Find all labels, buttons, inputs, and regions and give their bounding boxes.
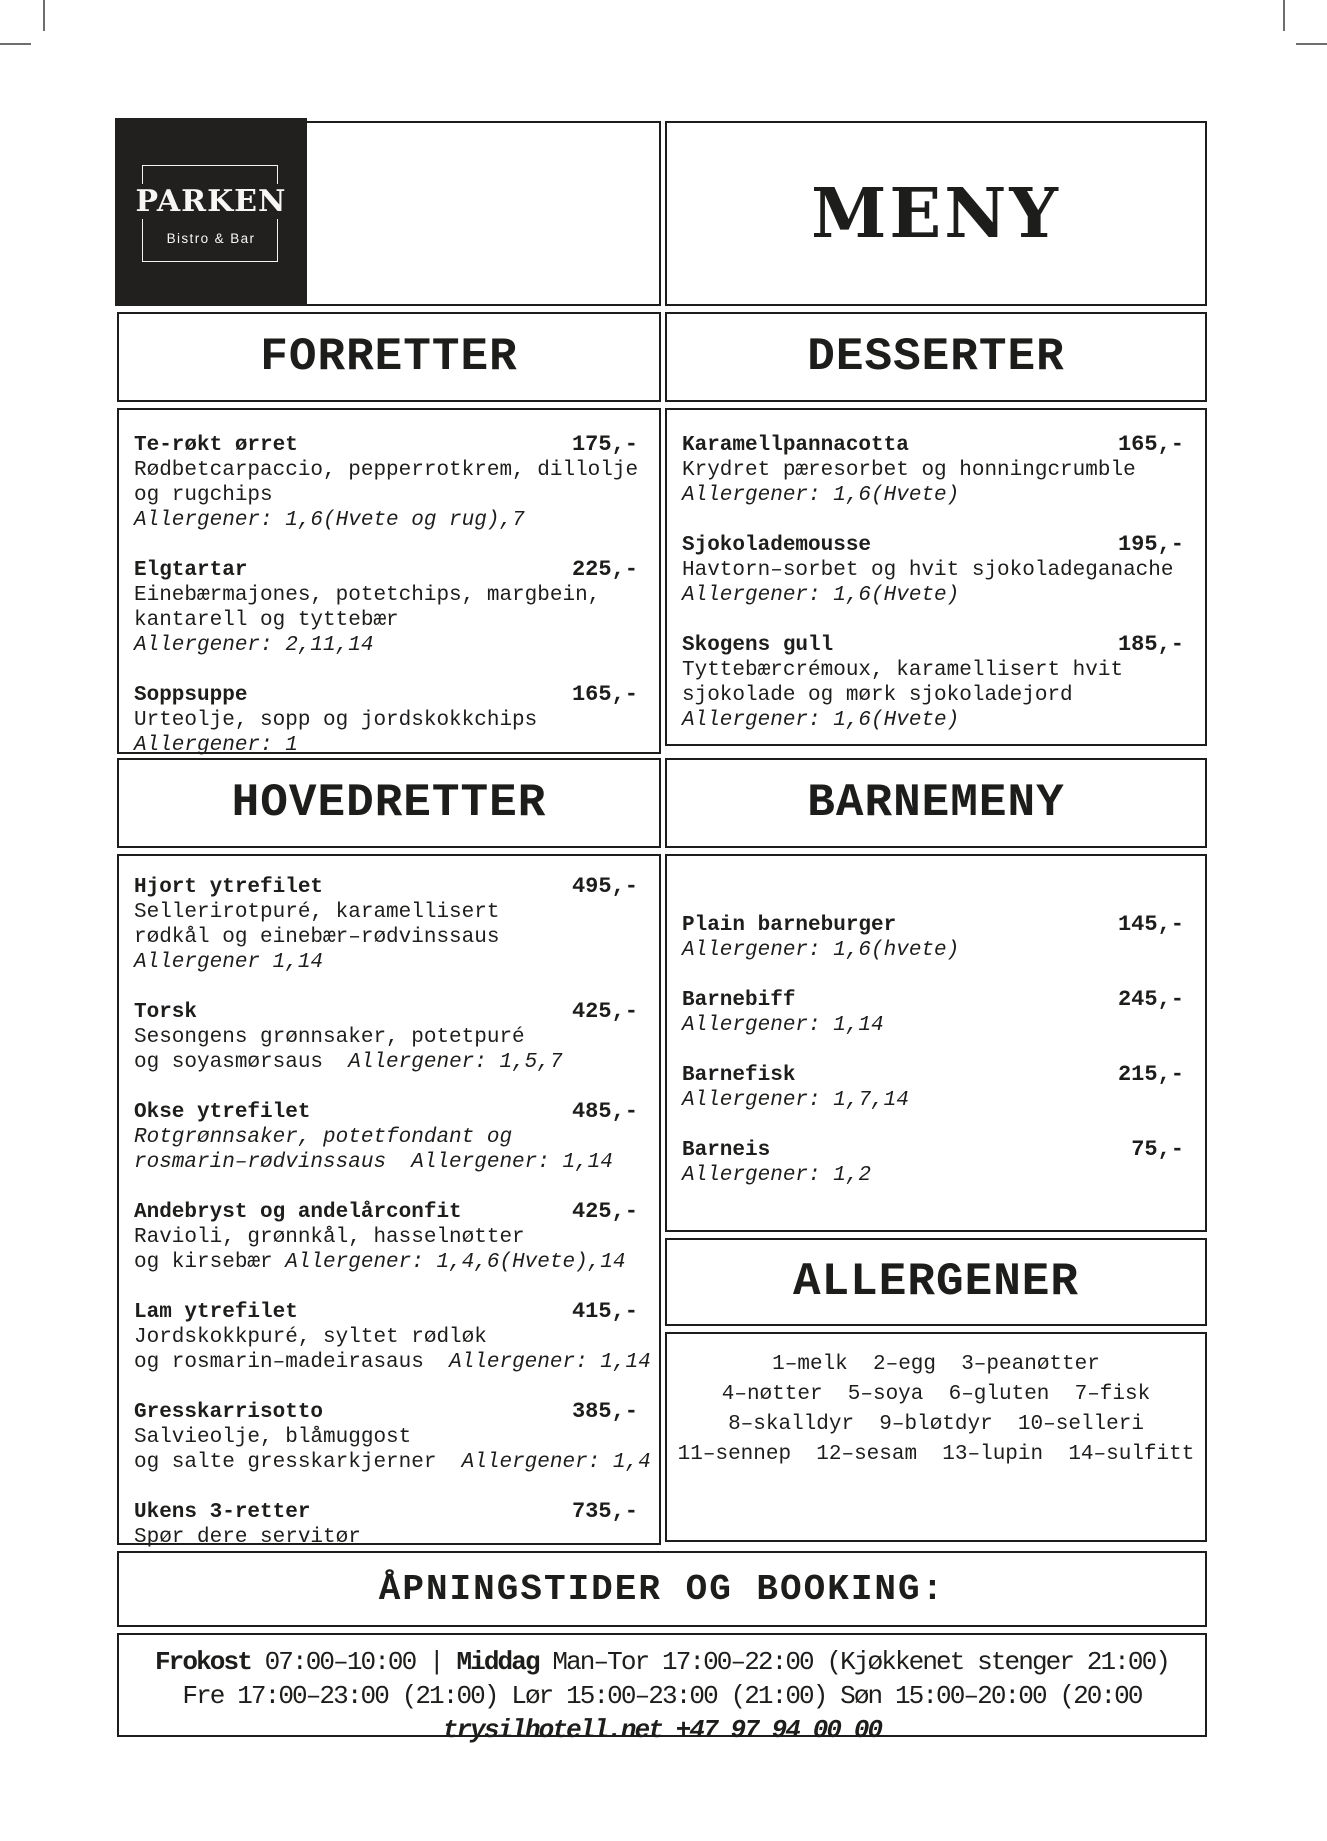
- menu-item-head: [682, 632, 1184, 658]
- dish-name: Skogens gull: [682, 634, 834, 657]
- menu-item-head: [134, 682, 638, 708]
- dish-price: 175,-: [571, 432, 638, 457]
- dish-price: 165,-: [1117, 432, 1184, 457]
- section-content-allergener: [665, 1332, 1207, 1542]
- allergen-note: Allergener: 1,2: [682, 1164, 872, 1187]
- allergen-note: Allergener: 1: [134, 734, 298, 757]
- dish-price: 735,-: [571, 1499, 638, 1524]
- logo-subtitle: Bistro & Bar: [166, 231, 256, 246]
- description-text: Havtorn–sorbet og hvit sjokoladeganache: [682, 559, 1174, 582]
- section-title-forretter: FORRETTER: [117, 312, 661, 402]
- dish-name: Ukens 3-retter: [134, 1501, 311, 1524]
- description-text: Sesongens grønnsaker, potetpuré: [134, 1026, 525, 1049]
- dish-description-line: [134, 1250, 638, 1275]
- menu-item-head: [682, 987, 1184, 1013]
- allergen-legend-line: 8–skalldyr 9–bløtdyr 10–selleri: [728, 1413, 1144, 1436]
- dish-description-line: [682, 1163, 1184, 1188]
- menu-item: [682, 632, 1184, 733]
- menu-item: [682, 912, 1184, 963]
- menu-item: [682, 1137, 1184, 1188]
- dish-description-line: [134, 900, 638, 925]
- dish-description-line: [682, 1013, 1184, 1038]
- allergen-note: Allergener: 1,4: [461, 1451, 651, 1474]
- menu-item: [682, 1062, 1184, 1113]
- description-text: Sellerirotpuré, karamellisert: [134, 901, 500, 924]
- allergen-note: Allergener: 1,6(Hvete): [682, 484, 960, 507]
- allergen-note: Allergener 1,14: [134, 951, 324, 974]
- dish-description-line: [134, 1425, 638, 1450]
- section-title-barnemeny: BARNEMENY: [665, 758, 1207, 848]
- menu-item-head: [134, 1399, 638, 1425]
- dish-description-line: [134, 1350, 651, 1375]
- crop-mark-top-left-horizontal: [0, 43, 31, 45]
- menu-item-head: [682, 432, 1184, 458]
- dish-description-line: [134, 733, 638, 758]
- opening-hours-box: [117, 1633, 1207, 1745]
- dish-description-line: [682, 458, 1184, 483]
- dish-name: Te-røkt ørret: [134, 434, 298, 457]
- menu-item-head: [682, 1137, 1184, 1163]
- description-text: Krydret pæresorbet og honningcrumble: [682, 459, 1136, 482]
- menu-item-head: [134, 999, 638, 1025]
- menu-item: [134, 682, 638, 758]
- dish-price: 425,-: [571, 999, 638, 1024]
- menu-item-head: [134, 1499, 638, 1525]
- dish-name: Plain barneburger: [682, 914, 897, 937]
- header-right-box: [665, 121, 1207, 306]
- crop-mark-top-right-horizontal: [1296, 43, 1327, 45]
- dish-description-line: [682, 683, 1184, 708]
- dish-price: 415,-: [571, 1299, 638, 1324]
- dish-name: Lam ytrefilet: [134, 1301, 298, 1324]
- description-text: Einebærmajones, potetchips, margbein,: [134, 584, 601, 607]
- section-title-hovedretter: HOVEDRETTER: [117, 758, 661, 848]
- dish-price: 225,-: [571, 557, 638, 582]
- description-text: Ravioli, grønnkål, hasselnøtter: [134, 1226, 525, 1249]
- menu-item: [134, 432, 638, 533]
- description-text: og kirsebær: [134, 1251, 286, 1274]
- description-text: og soyasmørsaus: [134, 1051, 349, 1074]
- dish-name: Barneis: [682, 1139, 771, 1162]
- menu-item: [134, 999, 638, 1075]
- menu-item-head: [682, 912, 1184, 938]
- allergen-note: Allergener: 1,6(Hvete): [682, 709, 960, 732]
- description-text: sjokolade og mørk sjokoladejord: [682, 684, 1073, 707]
- dish-description-line: [134, 925, 638, 950]
- allergen-note: Allergener: 1,14: [449, 1351, 651, 1374]
- dish-name: Torsk: [134, 1001, 198, 1024]
- dish-description-line: [682, 658, 1184, 683]
- menu-item: [134, 1399, 651, 1475]
- dish-description-line: [134, 950, 638, 975]
- dish-description-line: [134, 608, 638, 633]
- dish-price: 245,-: [1117, 987, 1184, 1012]
- description-text: og rosmarin–madeirasaus: [134, 1351, 450, 1374]
- menu-item: [134, 557, 638, 658]
- menu-item-head: [134, 1199, 638, 1225]
- meal-period-label: Frokost: [154, 1647, 251, 1677]
- dish-price: 185,-: [1117, 632, 1184, 657]
- dish-price: 485,-: [571, 1099, 638, 1124]
- dish-description-line: [682, 583, 1184, 608]
- dish-description-line: [134, 458, 638, 483]
- opening-hours-text: 07:00–10:00 |: [250, 1647, 457, 1677]
- crop-mark-top-left-vertical: [43, 0, 45, 31]
- dish-name: Gresskarrisotto: [134, 1401, 324, 1424]
- section-title-desserter: DESSERTER: [665, 312, 1207, 402]
- dish-price: 425,-: [571, 1199, 638, 1224]
- allergen-legend-line: 11–sennep 12–sesam 13–lupin 14–sulfitt: [677, 1443, 1195, 1466]
- dish-description-line: [134, 1025, 638, 1050]
- dish-price: 215,-: [1117, 1062, 1184, 1087]
- allergen-note: Allergener: 1,6(hvete): [682, 939, 960, 962]
- description-text: Tyttebærcrémoux, karamellisert hvit: [682, 659, 1124, 682]
- dish-price: 195,-: [1117, 532, 1184, 557]
- dish-price: 165,-: [571, 682, 638, 707]
- website-and-phone: trysilhotell.net +47 97 94 00 00: [442, 1715, 882, 1745]
- description-text: kantarell og tyttebær: [134, 609, 399, 632]
- dish-name: Barnebiff: [682, 989, 796, 1012]
- dish-name: Karamellpannacotta: [682, 434, 909, 457]
- dish-description-line: [134, 583, 638, 608]
- opening-hours-text: Man–Tor 17:00–22:00 (Kjøkkenet stenger 21:00): [538, 1647, 1169, 1677]
- dish-description-line: [134, 633, 638, 658]
- crop-mark-top-right-vertical: [1283, 0, 1285, 31]
- dish-description-line: [134, 1450, 651, 1475]
- dish-name: Sjokolademousse: [682, 534, 872, 557]
- description-text: og salte gresskarkjerner: [134, 1451, 462, 1474]
- allergen-note: Allergener: 1,6(Hvete): [682, 584, 960, 607]
- meal-period-label: Middag: [456, 1647, 539, 1677]
- parken-logo: [115, 118, 307, 306]
- page-title: MENY: [811, 173, 1061, 254]
- dish-description-line: [134, 508, 638, 533]
- section-content-barnemeny: [665, 854, 1207, 1232]
- menu-item-head: [134, 1299, 638, 1325]
- section-content-desserter: [665, 408, 1207, 746]
- menu-item-head: [134, 1099, 638, 1125]
- menu-item: [682, 432, 1184, 508]
- dish-description-line: [682, 708, 1184, 733]
- dish-description-line: [682, 938, 1184, 963]
- dish-description-line: [134, 1325, 638, 1350]
- opening-hours-line-2: Fre 17:00–23:00 (21:00) Lør 15:00–23:00 (21:00) Søn 15:00–20:00 (20:00: [182, 1681, 1142, 1711]
- dish-name: Okse ytrefilet: [134, 1101, 311, 1124]
- allergen-note: Allergener: 2,11,14: [134, 634, 374, 657]
- allergen-note: Allergener: 1,14: [682, 1014, 884, 1037]
- menu-item-head: [682, 532, 1184, 558]
- dish-description-line: [682, 483, 1184, 508]
- allergen-note: Allergener: 1,6(Hvete og rug),7: [134, 509, 525, 532]
- allergen-note: Allergener: 1,7,14: [682, 1089, 909, 1112]
- dish-description-line: [134, 1050, 638, 1075]
- section-title-allergener: ALLERGENER: [665, 1238, 1207, 1326]
- dish-price: 75,-: [1131, 1137, 1184, 1162]
- menu-item-head: [682, 1062, 1184, 1088]
- section-content-forretter: [117, 408, 661, 757]
- description-text: rødkål og einebær–rødvinssaus: [134, 926, 500, 949]
- dish-price: 145,-: [1117, 912, 1184, 937]
- dish-description-line: [682, 1088, 1184, 1113]
- menu-item: [134, 874, 638, 975]
- dish-description-line: [134, 1525, 638, 1550]
- dish-price: 495,-: [571, 874, 638, 899]
- dish-description-line: [134, 1150, 638, 1175]
- dish-description-line: [134, 483, 638, 508]
- allergen-note: Allergener: 1,5,7: [348, 1051, 563, 1074]
- opening-hours-line-1: [119, 1645, 1205, 1679]
- menu-item: [134, 1299, 651, 1375]
- opening-hours-title: ÅPNINGSTIDER OG BOOKING:: [117, 1551, 1207, 1627]
- menu-item-head: [134, 874, 638, 900]
- allergen-legend-line: 4–nøtter 5–soya 6–gluten 7–fisk: [721, 1383, 1151, 1406]
- dish-description-line: [682, 558, 1184, 583]
- allergen-note: rosmarin–rødvinssaus Allergener: 1,14: [134, 1151, 613, 1174]
- dish-name: Hjort ytrefilet: [134, 876, 324, 899]
- dish-description-line: [134, 1225, 638, 1250]
- description-text: og rugchips: [134, 484, 273, 507]
- dish-name: Andebryst og andelårconfit: [134, 1201, 462, 1224]
- allergen-legend-line: 1–melk 2–egg 3–peanøtter: [772, 1353, 1100, 1376]
- allergen-note: Allergener: 1,4,6(Hvete),14: [285, 1251, 626, 1274]
- description-text: Jordskokkpuré, syltet rødløk: [134, 1326, 487, 1349]
- dish-price: 385,-: [571, 1399, 638, 1424]
- menu-item: [134, 1199, 638, 1275]
- description-text: Spør dere servitør: [134, 1526, 361, 1549]
- menu-item: [134, 1499, 638, 1550]
- dish-name: Barnefisk: [682, 1064, 796, 1087]
- logo-name: PARKEN: [131, 184, 292, 219]
- menu-item: [682, 987, 1184, 1038]
- menu-item: [682, 532, 1184, 608]
- dish-description-line: [134, 708, 638, 733]
- menu-item-head: [134, 557, 638, 583]
- dish-description-line: [134, 1125, 638, 1150]
- section-content-hovedretter: [117, 854, 661, 1549]
- description-text: Urteolje, sopp og jordskokkchips: [134, 709, 538, 732]
- description-text: Salvieolje, blåmuggost: [134, 1426, 412, 1449]
- allergen-note: Rotgrønnsaker, potetfondant og: [134, 1126, 513, 1149]
- dish-name: Elgtartar: [134, 559, 248, 582]
- description-text: Rødbetcarpaccio, pepperrotkrem, dillolje: [134, 459, 639, 482]
- dish-name: Soppsuppe: [134, 684, 248, 707]
- menu-item: [134, 1099, 638, 1175]
- menu-item-head: [134, 432, 638, 458]
